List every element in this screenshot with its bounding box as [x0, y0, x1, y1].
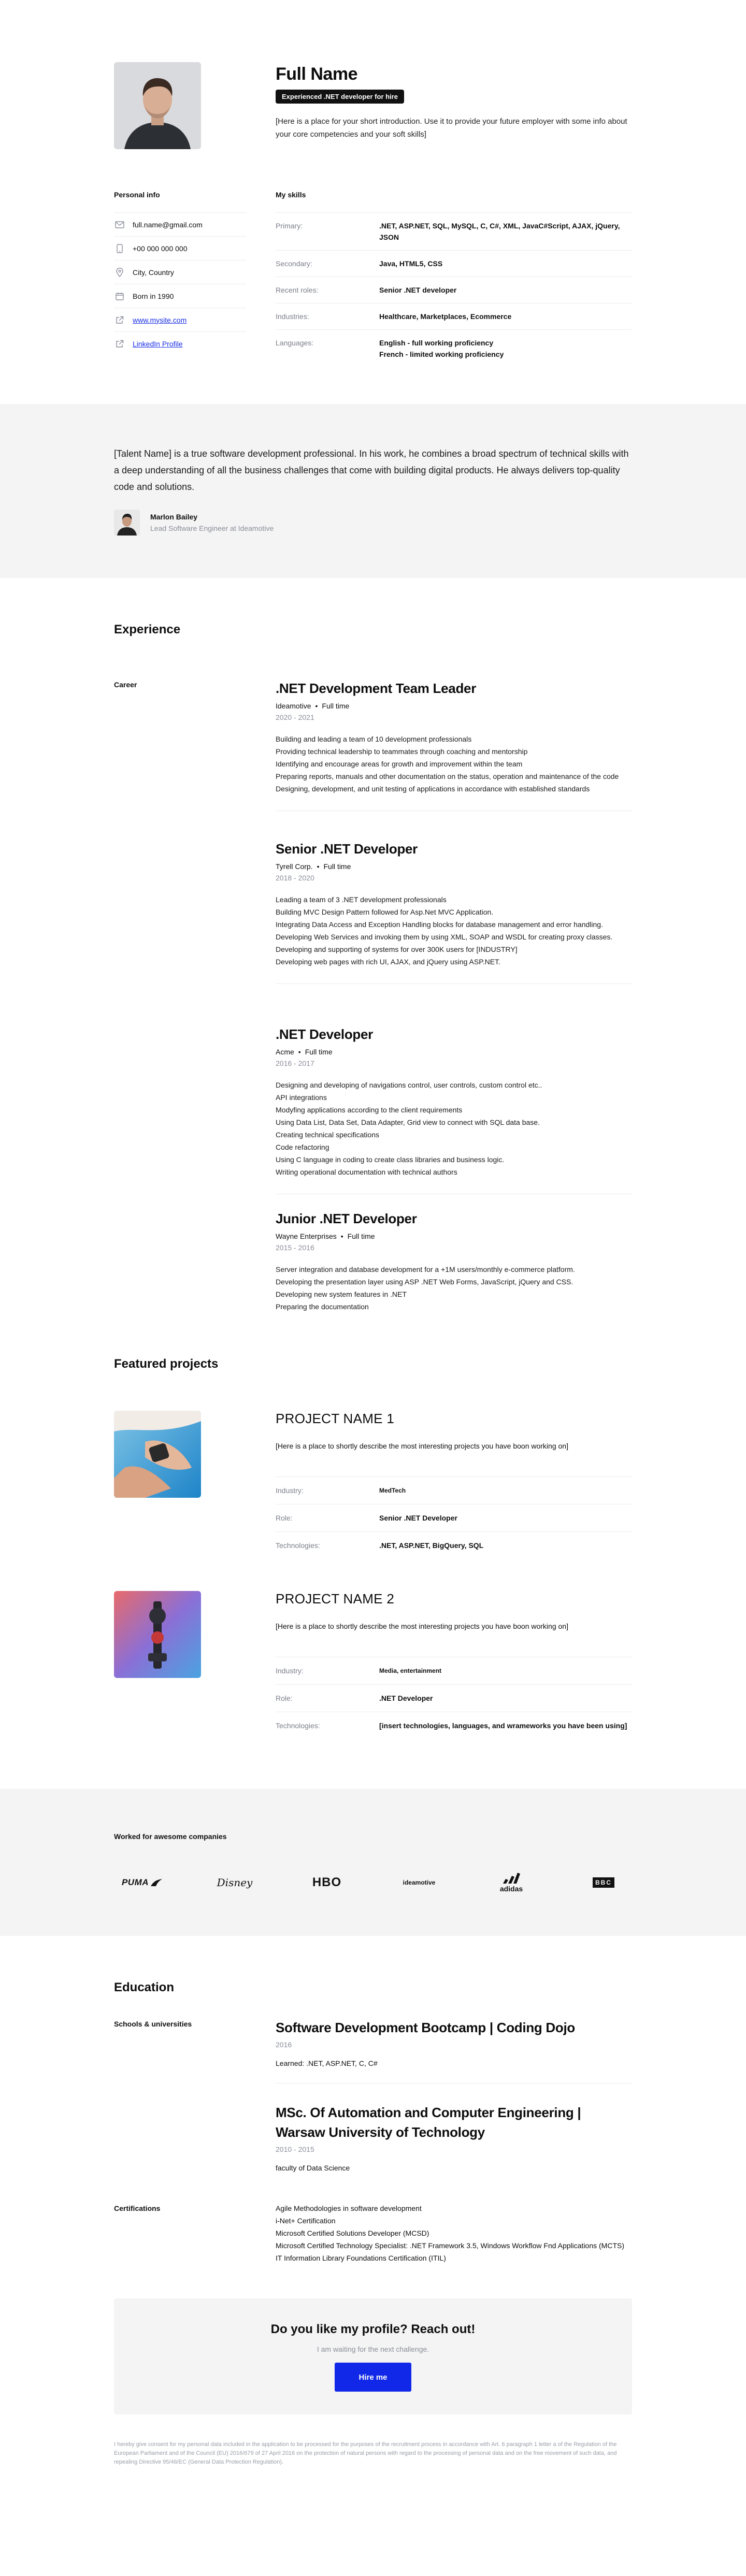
skill-value: Senior .NET developer: [379, 286, 457, 294]
duty-item: Designing, development, and unit testing of applications in accordance with established standards: [276, 785, 590, 793]
duty-item: Using Data List, Data Set, Data Adapter, Grid view to connect with SQL data base.: [276, 1118, 540, 1126]
bbc-logo: BBC: [575, 1870, 632, 1895]
duty-item: Preparing reports, manuals and other documentation on the status, operation and maintenance of the code: [276, 772, 619, 780]
experience-title: Experience: [114, 623, 181, 636]
school-item: [276, 2018, 632, 2083]
phone-icon: [114, 243, 125, 254]
duty-item: Code refactoring: [276, 1143, 329, 1151]
job-company: Acme: [276, 1048, 294, 1056]
skill-key: Secondary:: [276, 259, 312, 268]
job-company: Tyrell Corp.: [276, 862, 313, 871]
companies-section: [0, 1789, 746, 1936]
project-image-1: [114, 1411, 201, 1498]
pi-birth: [114, 284, 247, 308]
duty-item: Developing the presentation layer using ASP .NET Web Forms, JavaScript, jQuery and CSS.: [276, 1278, 573, 1286]
cert-item: i-Net+ Certification: [276, 2217, 336, 2225]
pi-website: [114, 308, 247, 331]
job-duties: [276, 893, 632, 968]
duty-item: Building and leading a team of 10 development professionals: [276, 735, 472, 743]
cert-item: Agile Methodologies in software development: [276, 2204, 422, 2212]
personal-info-heading: Personal info: [114, 191, 160, 199]
hero-section: [0, 0, 746, 404]
author-role: Lead Software Engineer at Ideamotive: [150, 524, 274, 532]
project-value: Senior .NET Developer: [379, 1514, 457, 1522]
duty-item: Preparing the documentation: [276, 1303, 369, 1311]
project-value: MedTech: [379, 1487, 406, 1494]
mail-icon: [114, 219, 125, 230]
duty-item: Providing technical leadership to teammates through coaching and mentorship: [276, 747, 528, 756]
skill-row: [276, 277, 632, 303]
certifications-list: [276, 2202, 632, 2264]
school-years: 2010 - 2015: [276, 2145, 314, 2153]
project-row: [276, 1684, 632, 1712]
education-section: [0, 1936, 746, 2466]
job-title: .NET Developer: [276, 1026, 373, 1042]
pi-linkedin: [114, 331, 247, 355]
cert-item: IT Information Library Foundations Certification (ITIL): [276, 2254, 446, 2262]
cta-subtitle: I am waiting for the next challenge.: [317, 2345, 429, 2353]
ideamotive-logo: ideamotive: [403, 1879, 436, 1886]
duty-item: Developing and supporting of systems for over 300K users for [INDUSTRY]: [276, 945, 518, 953]
skill-value: English - full working proficiency French - limited working proficiency: [379, 339, 504, 358]
skill-row: [276, 329, 632, 367]
external-link-icon: [114, 314, 125, 326]
job-type: Full time: [347, 1232, 375, 1240]
school-years: 2016: [276, 2040, 292, 2049]
author-avatar: [114, 510, 140, 536]
duty-item: API integrations: [276, 1093, 327, 1102]
job-years: 2015 - 2016: [276, 1243, 314, 1252]
project-row: [276, 1657, 632, 1684]
skills-heading: My skills: [276, 191, 306, 199]
intro-text: [Here is a place for your short introduction. Use it to provide your future employer with some info about your core competencies and your soft skills]: [276, 117, 627, 139]
testimonial-quote: [Talent Name] is a true software development professional. In his work, he combines a broad spectrum of technical skills with a deep understanding of all the business challenges that come with building digital products. He always delivers top-quality code and solutions.: [114, 448, 629, 492]
contact-cta: [114, 2298, 632, 2414]
duty-item: Integrating Data Access and Exception Handling blocks for database management and error handling.: [276, 920, 603, 929]
skill-key: Languages:: [276, 339, 314, 347]
project-key: Industry:: [276, 1667, 304, 1675]
hire-me-button[interactable]: Hire me: [335, 2363, 411, 2392]
project-key: Role:: [276, 1694, 293, 1702]
schools-label: Schools & universities: [114, 2020, 192, 2028]
external-link-icon: [114, 338, 125, 350]
skill-value: Java, HTML5, CSS: [379, 259, 443, 268]
project-description: [Here is a place to shortly describe the most interesting projects you have boon working on]: [276, 1442, 568, 1450]
hbo-logo: HBO: [312, 1875, 342, 1889]
school-note: Learned: .NET, ASP.NET, C, C#: [276, 2059, 378, 2067]
skill-row: [276, 212, 632, 250]
duty-item: Identifying and encourage areas for growth and improvement within the team: [276, 760, 523, 768]
job-duties: [276, 733, 632, 795]
job-years: 2018 - 2020: [276, 874, 314, 882]
project-row: [276, 1477, 632, 1504]
pi-email: [114, 212, 247, 236]
education-title: Education: [114, 1980, 175, 1994]
project-key: Industry:: [276, 1486, 304, 1495]
project-row: [276, 1504, 632, 1531]
duty-item: Creating technical specifications: [276, 1131, 379, 1139]
job-item: .NET Developer Acme • Full time 2016 - 2017 Designing and developing of navigations control, user controls, custom control etc.. API integrations Modyfing applications according to the client requirements Using Data List, Data Set, Data Adapter, Grid view to connect with SQL data base. Creating technical specifications Code refactoring Using C language in coding to create class libraries and business logic. Writing operational documentation with technical authors: [276, 1026, 632, 1194]
skill-value: .NET, ASP.NET, SQL, MySQL, C, C#, XML, JavaC#Script, AJAX, jQuery, JSON: [379, 222, 620, 241]
duty-item: Leading a team of 3 .NET development professionals: [276, 895, 447, 904]
project-value: .NET, ASP.NET, BigQuery, SQL: [379, 1541, 484, 1550]
job-type: Full time: [323, 862, 351, 871]
job-years: 2016 - 2017: [276, 1059, 314, 1067]
projects-section: [0, 1357, 746, 1789]
project-value: .NET Developer: [379, 1694, 433, 1702]
cert-item: Microsoft Certified Technology Specialist: .NET Framework 3.5, Windows Workflow Fnd Applications (MCTS): [276, 2241, 625, 2250]
puma-logo: PUMA: [114, 1870, 171, 1895]
job-type: Full time: [322, 702, 350, 710]
job-years: 2020 - 2021: [276, 713, 314, 721]
project-value: Media, entertainment: [379, 1667, 442, 1674]
project-key: Role:: [276, 1514, 293, 1522]
testimonial-author: [114, 510, 274, 536]
project-card-1: [276, 1411, 632, 1559]
adidas-logo: adidas: [483, 1870, 540, 1895]
company-logos: [114, 1870, 632, 1895]
pi-location: [114, 260, 247, 284]
duty-item: Developing web pages with rich UI, AJAX, and jQuery using ASP.NET.: [276, 958, 500, 966]
career-label: Career: [114, 681, 137, 689]
job-company: Ideamotive: [276, 702, 311, 710]
job-title: Senior .NET Developer: [276, 841, 418, 857]
full-name: Full Name: [276, 64, 357, 84]
location-icon: [114, 267, 125, 278]
skill-key: Industries:: [276, 312, 309, 321]
school-item: [276, 2103, 632, 2172]
job-item: Junior .NET Developer Wayne Enterprises • Full time 2015 - 2016 Server integration and database development for a +1M users/monthly e-commerce platform. Developing the presentation layer using ASP .NET Web Forms, JavaScript, jQuery and CSS. Developing new system features in .NET Preparing the documentation: [276, 1211, 632, 1313]
school-title: Software Development Bootcamp | Coding Dojo: [276, 2020, 575, 2035]
linkedin-link[interactable]: LinkedIn Profile: [133, 339, 183, 348]
pi-phone-text: +00 000 000 000: [133, 244, 188, 253]
project-key: Technologies:: [276, 1541, 320, 1550]
gdpr-consent: I hereby give consent for my personal data included in the application to be processed for the purposes of the recruitment process in accordance with Art. 6 paragraph 1 letter a of the Regulation of the European Parliament and of the Council (EU) 2016/679 of 27 April 2016 on the protection of natural persons with regard to the processing of personal data and on the free movement of such data, and repealing Directive 95/46/EC (General Data Protection Regulation).: [114, 2441, 617, 2465]
job-item: Senior .NET Developer Tyrell Corp. • Full time 2018 - 2020 Leading a team of 3 .NET development professionals Building MVC Design Pattern followed for Asp.Net MVC Application. Integrating Data Access and Exception Handling blocks for database management and error handling. Developing Web Services and invoking them by using XML, SOAP and WSDL for creating proxy classes. Developing and supporting of systems for over 300K users for [INDUSTRY] Developing web pages with rich UI, AJAX, and jQuery using ASP.NET.: [276, 841, 632, 984]
job-type: Full time: [305, 1048, 333, 1056]
duty-item: Modyfing applications according to the client requirements: [276, 1106, 463, 1114]
job-company: Wayne Enterprises: [276, 1232, 337, 1240]
pi-phone: [114, 236, 247, 260]
job-title: Junior .NET Developer: [276, 1211, 417, 1226]
project-row: [276, 1712, 632, 1739]
companies-title: Worked for awesome companies: [114, 1832, 227, 1841]
pi-birth-text: Born in 1990: [133, 292, 174, 300]
experience-section: [0, 578, 746, 1357]
project-value: [insert technologies, languages, and wrameworks you have been using]: [379, 1721, 627, 1730]
duty-item: Writing operational documentation with technical authors: [276, 1168, 457, 1176]
project-name: PROJECT NAME 1: [276, 1411, 395, 1426]
profile-photo: [114, 62, 201, 149]
job-item: .NET Development Team Leader Ideamotive • Full time 2020 - 2021 Building and leading a team of 10 development professionals Providing technical leadership to teammates through coaching and mentorship Identifying and encourage areas for growth and improvement within the team Preparing reports, manuals and other documentation on the status, operation and maintenance of the code Designing, development, and unit testing of applications in accordance with established standards: [276, 681, 632, 811]
skill-row: [276, 303, 632, 329]
job-duties: [276, 1263, 632, 1313]
duty-item: Building MVC Design Pattern followed for Asp.Net MVC Application.: [276, 908, 494, 916]
skill-key: Primary:: [276, 222, 303, 230]
duty-item: Developing Web Services and invoking them by using XML, SOAP and WSDL for creating proxy classes.: [276, 933, 613, 941]
skills-list: [276, 212, 632, 367]
calendar-icon: [114, 291, 125, 302]
website-link[interactable]: www.mysite.com: [133, 315, 187, 324]
job-title: .NET Development Team Leader: [276, 681, 477, 696]
duty-item: Server integration and database development for a +1M users/monthly e-commerce platform.: [276, 1265, 575, 1273]
pi-location-text: City, Country: [133, 268, 174, 277]
school-title: MSc. Of Automation and Computer Engineering | Warsaw University of Technology: [276, 2105, 581, 2140]
cta-title: Do you like my profile? Reach out!: [270, 2322, 476, 2336]
project-row: [276, 1531, 632, 1559]
duty-item: Developing new system features in .NET: [276, 1290, 407, 1298]
skill-key: Recent roles:: [276, 286, 319, 294]
job-divider: [276, 983, 632, 984]
project-name: PROJECT NAME 2: [276, 1591, 395, 1607]
disney-logo: Disney: [217, 1876, 253, 1889]
pi-email-text: full.name@gmail.com: [133, 220, 203, 229]
certifications-label: Certifications: [114, 2204, 161, 2212]
school-note: faculty of Data Science: [276, 2164, 350, 2172]
personal-info-list: [114, 212, 247, 355]
duty-item: Using C language in coding to create class libraries and business logic.: [276, 1155, 505, 1164]
headline-badge: Experienced .NET developer for hire: [276, 90, 404, 104]
duty-item: Designing and developing of navigations control, user controls, custom control etc..: [276, 1081, 542, 1089]
project-key: Technologies:: [276, 1721, 320, 1730]
testimonial-section: [0, 404, 746, 578]
project-image-2: [114, 1591, 201, 1678]
author-name: Marlon Bailey: [150, 513, 198, 521]
project-card-2: [276, 1591, 632, 1739]
skill-value: Healthcare, Marketplaces, Ecommerce: [379, 312, 512, 321]
job-duties: [276, 1079, 632, 1178]
skill-row: [276, 250, 632, 277]
cert-item: Microsoft Certified Solutions Developer (MCSD): [276, 2229, 429, 2237]
project-description: [Here is a place to shortly describe the most interesting projects you have boon working on]: [276, 1622, 568, 1630]
projects-title: Featured projects: [114, 1357, 219, 1371]
